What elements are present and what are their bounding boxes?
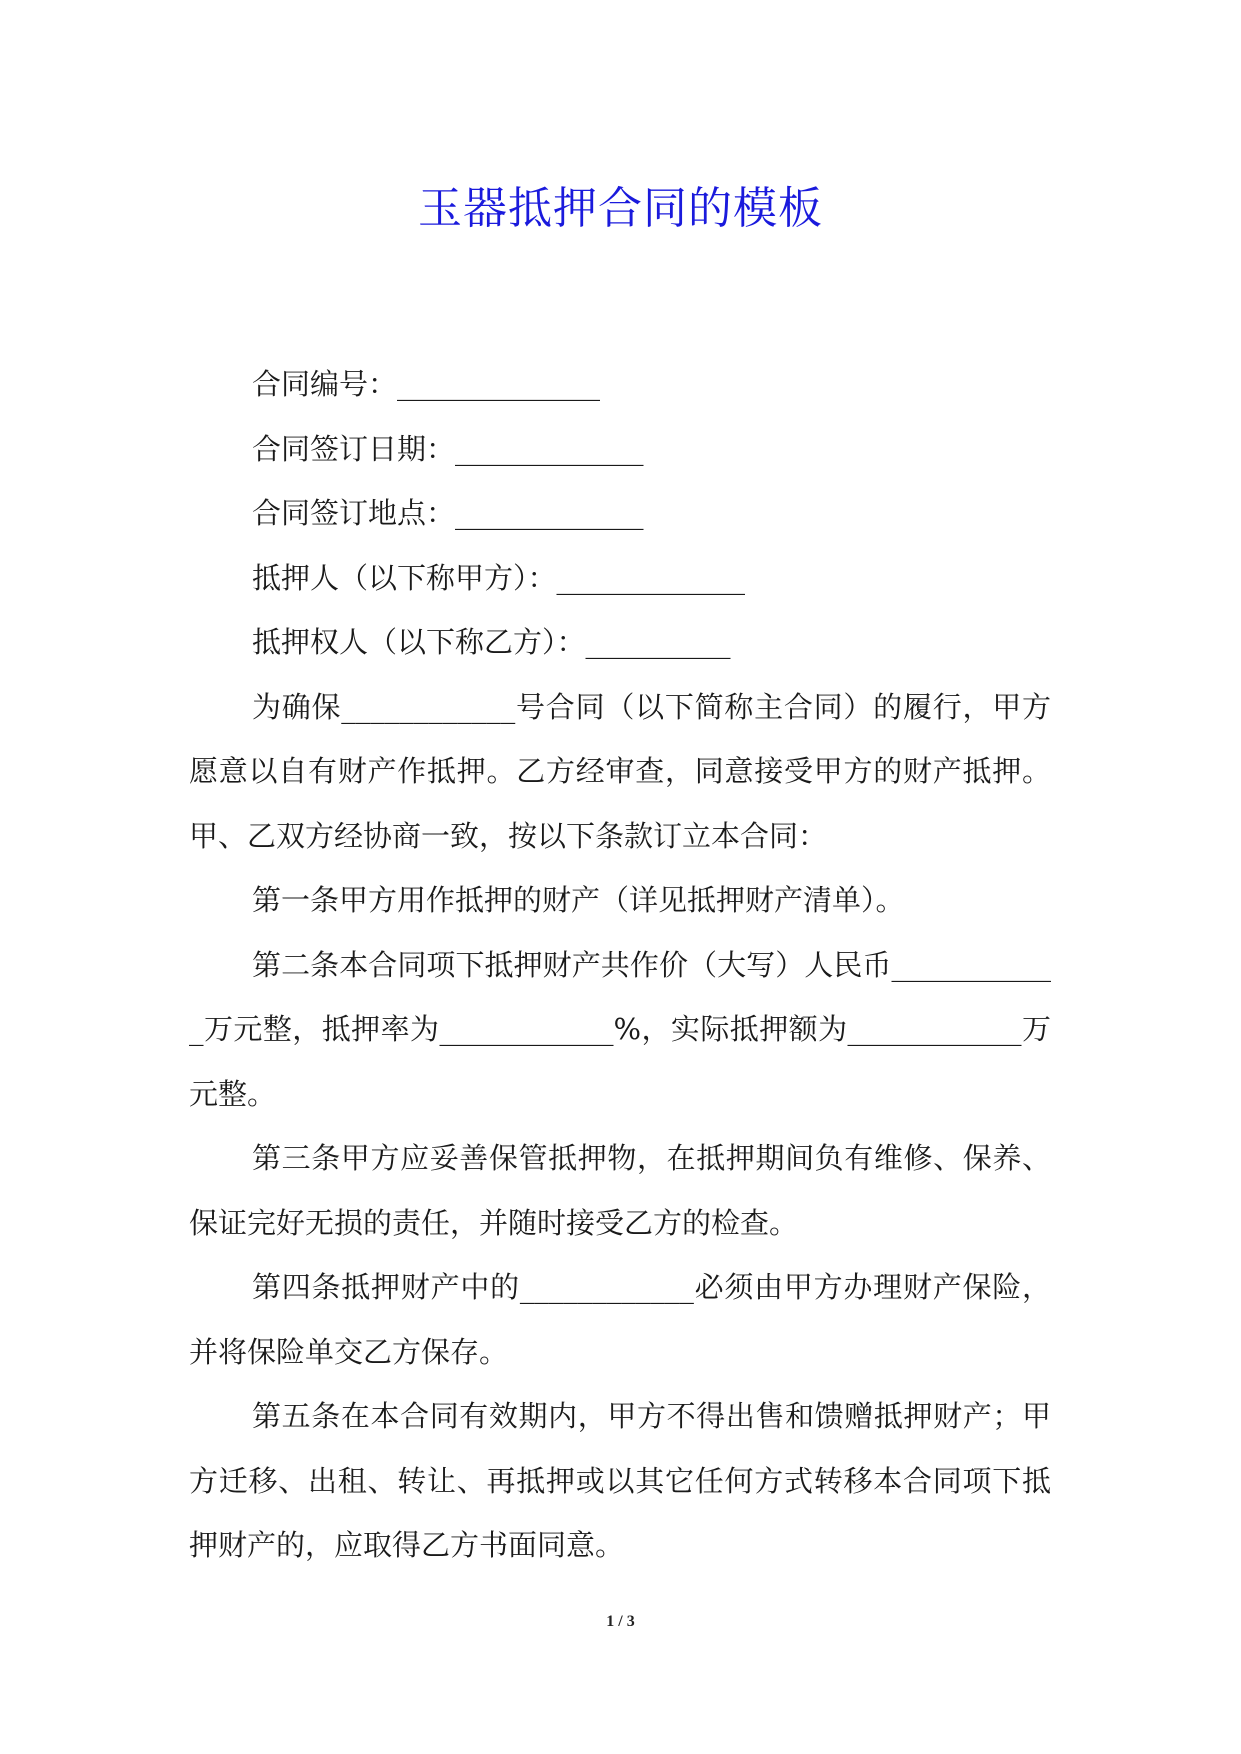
article-1: 第一条甲方用作抵押的财产（详见抵押财产清单）。 xyxy=(252,883,905,917)
mortgagor-line: 抵押人（以下称甲方）：_____________ xyxy=(252,560,746,595)
contract-number-line: 合同编号：______________ xyxy=(252,367,601,401)
article-3: 第三条甲方应妥善保管抵押物，在抵押期间负有维修、保养、保证完好无损的责任，并随时接受乙方的检查。 xyxy=(189,1141,1051,1240)
signing-place-line: 合同签订地点：_____________ xyxy=(252,496,644,530)
article-5: 第五条在本合同有效期内，甲方不得出售和馈赠抵押财产；甲方迁移、出租、转让、再抵押或以其它任何方式转移本合同项下抵押财产的，应取得乙方书面同意。 xyxy=(189,1399,1051,1562)
document-body xyxy=(189,352,1051,1578)
mortgagee-line: 抵押权人（以下称乙方）：__________ xyxy=(252,625,731,659)
document-title: 玉器抵押合同的模板 xyxy=(418,183,823,235)
article-2: 第二条本合同项下抵押财产共作价（大写）人民币____________万元整，抵押率为____________%，实际抵押额为____________万元整。 xyxy=(189,947,1051,1111)
page-number: 1 / 3 xyxy=(606,1613,635,1630)
article-4: 第四条抵押财产中的____________必须由甲方办理财产保险，并将保险单交乙方保存。 xyxy=(189,1270,1051,1369)
preamble-paragraph: 为确保____________号合同（以下简称主合同）的履行，甲方愿意以自有财产作抵押。乙方经审查，同意接受甲方的财产抵押。甲、乙双方经协商一致，按以下条款订立本合同： xyxy=(189,689,1051,853)
signing-date-line: 合同签订日期：_____________ xyxy=(252,431,644,466)
